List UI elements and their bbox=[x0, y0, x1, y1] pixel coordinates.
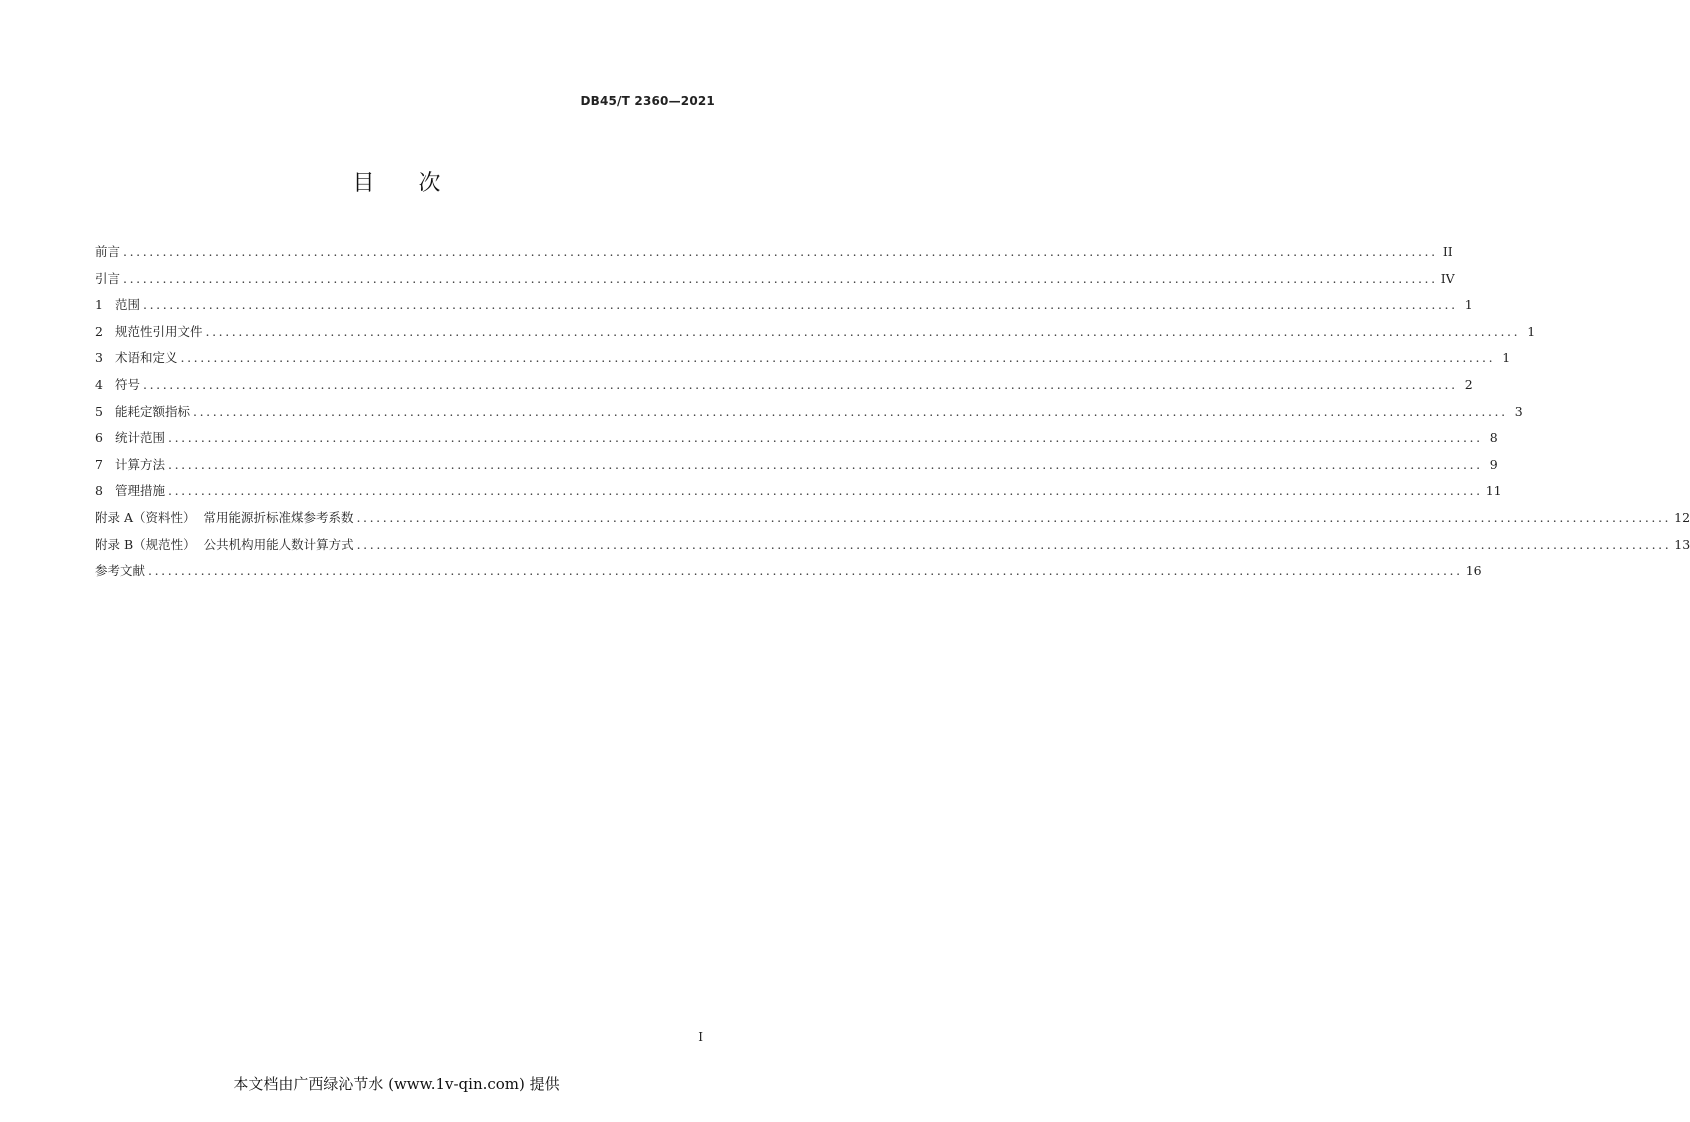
toc-entry[interactable] bbox=[95, 239, 1453, 266]
provider-footer: 本文档由广西绿沁节水 (www.1v-qin.com) 提供 bbox=[233, 1075, 560, 1093]
toc-entry-number: 3 bbox=[95, 350, 103, 366]
toc-entry-page: 13 bbox=[1674, 536, 1690, 552]
toc-entry-title: 符号 bbox=[115, 376, 141, 392]
toc-entry-number: 5 bbox=[95, 403, 103, 419]
toc-entry-number: 4 bbox=[95, 376, 103, 392]
toc-entry-label bbox=[95, 399, 190, 426]
toc-entry-number: 7 bbox=[95, 456, 103, 472]
toc-entry-label bbox=[95, 266, 120, 293]
toc-entry-title: 附录 A（资料性） 常用能源折标准煤参考系数 bbox=[95, 509, 354, 525]
toc-entry[interactable] bbox=[95, 292, 1473, 319]
toc-entry-label bbox=[95, 532, 354, 559]
toc-leader-dots: ........................................................................................................................................................................................................ bbox=[168, 456, 1483, 472]
toc-entry-title: 参考文献 bbox=[95, 563, 146, 579]
toc-entry-label bbox=[95, 239, 120, 266]
toc-entry-label bbox=[95, 505, 353, 532]
toc-entry-page: 2 bbox=[1464, 376, 1473, 392]
toc-entry-page: 1 bbox=[1464, 297, 1473, 313]
toc-entry-page: 8 bbox=[1489, 430, 1498, 446]
toc-entry[interactable] bbox=[95, 319, 1536, 346]
toc-entry-title: 范围 bbox=[115, 297, 141, 313]
toc-entry-page: 11 bbox=[1485, 483, 1502, 499]
toc-entry[interactable] bbox=[95, 558, 1482, 585]
toc-entry-label bbox=[95, 425, 165, 452]
document-code: DB45/T 2360—2021 bbox=[580, 94, 715, 108]
toc-entry-page: 1 bbox=[1502, 350, 1511, 366]
toc-entry-label bbox=[95, 558, 145, 585]
toc-entry[interactable] bbox=[95, 478, 1502, 505]
toc-leader-dots: ........................................................................................................................................................................................................ bbox=[123, 244, 1438, 259]
toc-leader-dots: ........................................................................................................................................................................................................ bbox=[180, 350, 1496, 366]
toc-entry-label bbox=[95, 478, 165, 505]
toc-leader-dots: ........................................................................................................................................................................................................ bbox=[356, 536, 1672, 552]
toc-entry-page: IV bbox=[1440, 270, 1455, 286]
toc-leader-dots: ........................................................................................................................................................................................................ bbox=[356, 509, 1672, 525]
toc-entry[interactable] bbox=[95, 399, 1523, 426]
page-number: I bbox=[698, 1030, 703, 1044]
toc-entry[interactable] bbox=[95, 345, 1511, 372]
toc-entry-label bbox=[95, 292, 140, 319]
toc-entry-page: II bbox=[1442, 244, 1453, 259]
toc-entry[interactable] bbox=[95, 372, 1473, 399]
toc-entry-number: 1 bbox=[95, 297, 103, 313]
toc-leader-dots: ........................................................................................................................................................................................................ bbox=[143, 376, 1458, 392]
toc-entry-page: 9 bbox=[1489, 456, 1498, 472]
toc-entry-number: 6 bbox=[95, 430, 103, 446]
toc-entry-title: 管理措施 bbox=[115, 483, 166, 499]
toc-entry-title: 统计范围 bbox=[115, 430, 166, 446]
toc-entry-label bbox=[95, 372, 140, 399]
toc-entry-title: 附录 B（规范性） 公共机构用能人数计算方式 bbox=[95, 536, 354, 552]
toc-entry-title: 能耗定额指标 bbox=[115, 403, 191, 419]
toc-entry-number: 2 bbox=[95, 323, 103, 339]
toc-entry-page: 12 bbox=[1674, 509, 1690, 525]
table-of-contents bbox=[95, 239, 1690, 585]
page-title: 目次 bbox=[352, 171, 485, 196]
toc-entry-title: 计算方法 bbox=[115, 456, 166, 472]
toc-leader-dots: ........................................................................................................................................................................................................ bbox=[205, 323, 1521, 339]
toc-entry-label bbox=[95, 452, 165, 479]
toc-leader-dots: ........................................................................................................................................................................................................ bbox=[123, 270, 1438, 286]
toc-entry-page: 1 bbox=[1527, 323, 1536, 339]
toc-leader-dots: ........................................................................................................................................................................................................ bbox=[168, 483, 1483, 499]
toc-entry[interactable] bbox=[95, 505, 1690, 532]
toc-entry-label bbox=[95, 345, 178, 372]
toc-entry[interactable] bbox=[95, 425, 1498, 452]
toc-leader-dots: ........................................................................................................................................................................................................ bbox=[143, 297, 1458, 313]
toc-entry-page: 3 bbox=[1514, 403, 1523, 419]
toc-entry-label bbox=[95, 319, 203, 346]
toc-entry-page: 16 bbox=[1465, 563, 1482, 579]
toc-leader-dots: ........................................................................................................................................................................................................ bbox=[148, 563, 1463, 579]
toc-entry-title: 引言 bbox=[95, 270, 121, 286]
toc-entry[interactable] bbox=[95, 266, 1455, 293]
toc-entry[interactable] bbox=[95, 452, 1498, 479]
toc-leader-dots: ........................................................................................................................................................................................................ bbox=[193, 403, 1508, 419]
toc-entry[interactable] bbox=[95, 532, 1690, 559]
toc-entry-number: 8 bbox=[95, 483, 103, 499]
toc-entry-title: 前言 bbox=[95, 244, 121, 259]
toc-entry-title: 术语和定义 bbox=[115, 350, 178, 366]
toc-leader-dots: ........................................................................................................................................................................................................ bbox=[168, 430, 1483, 446]
toc-entry-title: 规范性引用文件 bbox=[115, 323, 203, 339]
